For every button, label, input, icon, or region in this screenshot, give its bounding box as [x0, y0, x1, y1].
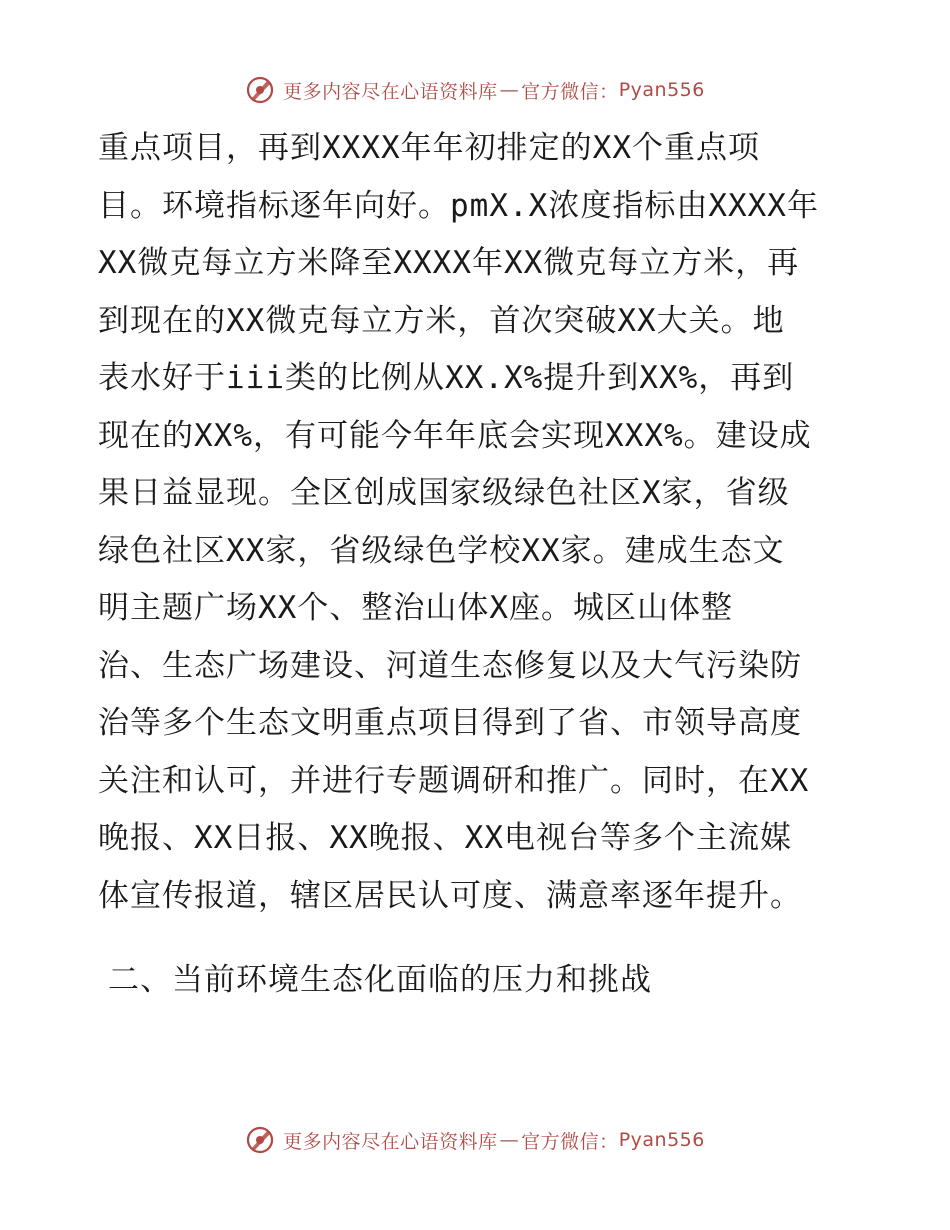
- body-line: 关注和认可，并进行专题调研和推广。同时，在XX: [98, 762, 810, 799]
- body-line: 到现在的XX微克每立方米，首次突破XX大关。地: [98, 302, 785, 339]
- quill-logo-icon: [245, 1125, 275, 1155]
- section-heading: 二、当前环境生态化面临的压力和挑战: [108, 962, 652, 998]
- document-body: [98, 120, 868, 925]
- body-line: 治等多个生态文明重点项目得到了省、市领导高度: [98, 705, 802, 741]
- body-line: XX微克每立方米降至XXXX年XX微克每立方米，再: [98, 245, 800, 281]
- body-line: 绿色社区XX家，省级绿色学校XX家。建成生态文: [98, 532, 785, 569]
- header-watermark: [0, 70, 950, 110]
- quill-logo-icon: [245, 75, 275, 105]
- body-line: 体宣传报道，辖区居民认可度、满意率逐年提升。: [98, 877, 802, 914]
- body-line: 治、生态广场建设、河道生态修复以及大气污染防: [98, 647, 802, 684]
- body-line: 重点项目，再到XXXX年年初排定的XX个重点项: [98, 130, 760, 166]
- body-line: 明主题广场XX个、整治山体X座。城区山体整: [98, 590, 733, 626]
- watermark-dash: —: [499, 1129, 520, 1151]
- watermark-dash: —: [499, 79, 520, 101]
- watermark-account: Pyan556: [618, 1129, 705, 1151]
- body-line: 晚报、XX日报、XX晚报、XX电视台等多个主流媒: [98, 820, 792, 856]
- watermark-text: 更多内容尽在心语资料库: [283, 80, 498, 103]
- watermark-text: 更多内容尽在心语资料库: [283, 1130, 498, 1153]
- body-line: 果日益显现。全区创成国家级绿色社区X家，省级: [98, 475, 790, 511]
- body-line: 目。环境指标逐年向好。pmX.X浓度指标由XXXX年: [98, 187, 819, 224]
- footer-watermark: [0, 1120, 950, 1160]
- body-line: 现在的XX%，有可能今年年底会实现XXX%。建设成: [98, 417, 812, 454]
- watermark-label: 官方微信：: [521, 1130, 619, 1153]
- body-line: 表水好于iii类的比例从XX.X%提升到XX%，再到: [98, 360, 795, 396]
- watermark-account: Pyan556: [618, 79, 705, 101]
- watermark-label: 官方微信：: [521, 80, 619, 103]
